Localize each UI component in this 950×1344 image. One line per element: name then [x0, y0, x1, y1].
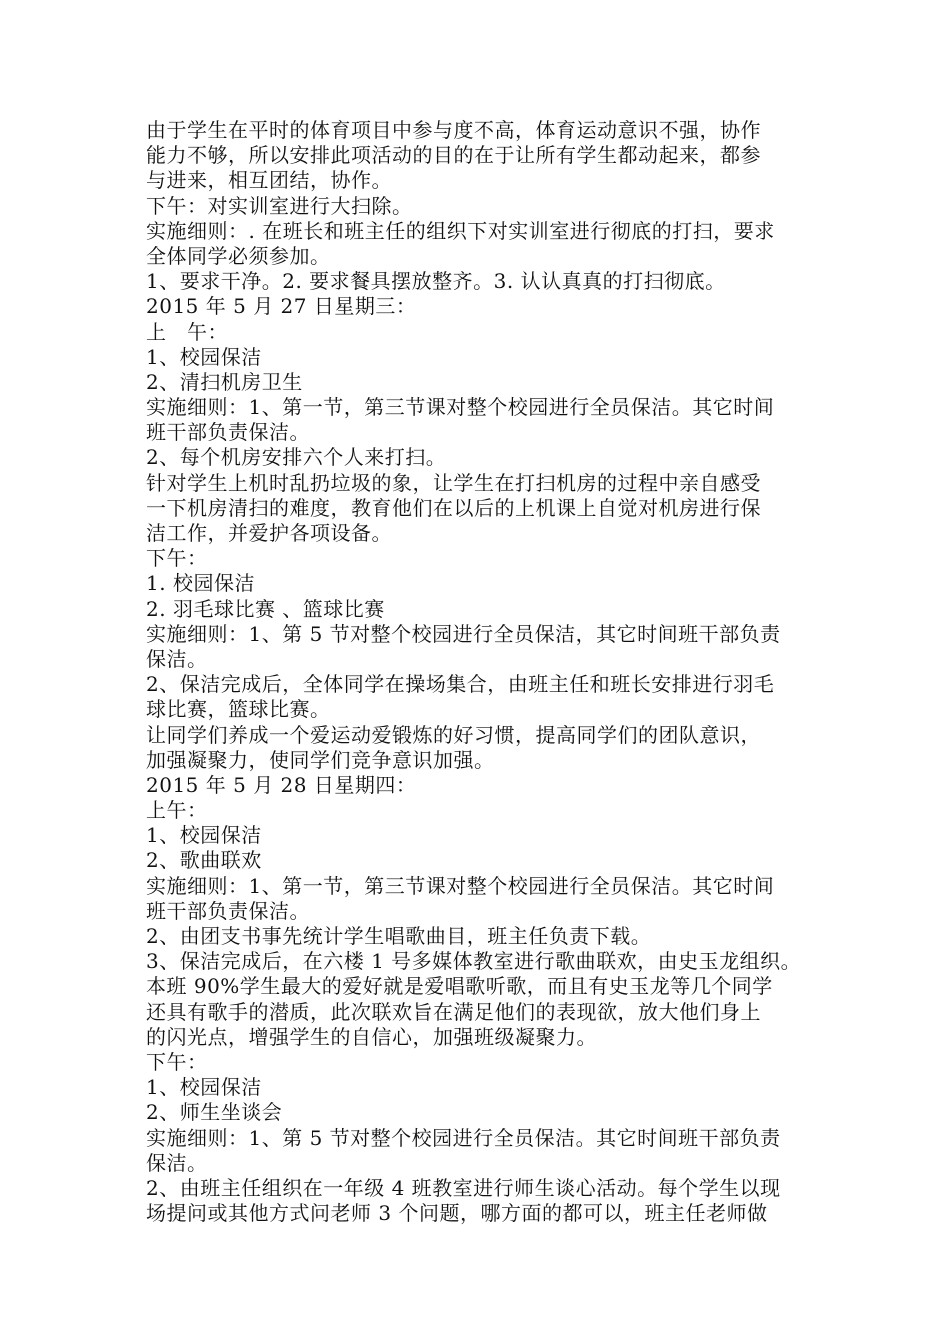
text-line: 1、要求干净。2. 要求餐具摆放整齐。3. 认认真真的打扫彻底。	[146, 269, 726, 294]
text-line: 2、由团支书事先统计学生唱歌曲目，班主任负责下载。	[146, 924, 652, 948]
text-line: 3、保洁完成后，在六楼 1 号多媒体教室进行歌曲联欢，由史玉龙组织。	[146, 949, 802, 974]
text-line: 实施细则：1、第一节，第三节课对整个校园进行全员保洁。其它时间	[146, 873, 775, 898]
text-line: 本班 90%学生最大的爱好就是爱唱歌听歌，而且有史玉龙等几个同学	[146, 974, 773, 999]
text-line: 1、校园保洁	[146, 823, 262, 848]
text-line: 针对学生上机时乱扔垃圾的象，让学生在打扫机房的过程中亲自感受	[146, 470, 761, 495]
text-line: 2、每个机房安排六个人来打扫。	[146, 445, 447, 470]
text-line: 上午：	[146, 798, 208, 823]
text-line: 班干部负责保洁。	[146, 420, 310, 445]
text-line: 2、歌曲联欢	[146, 848, 262, 873]
text-line: 上 午：	[146, 319, 228, 344]
text-line: 实施细则：1、第 5 节对整个校园进行全员保洁，其它时间班干部负责	[146, 621, 781, 646]
text-line: 下午：对实训室进行大扫除。	[146, 193, 413, 218]
text-line: 1、校园保洁	[146, 344, 262, 369]
text-line: 2、由班主任组织在一年级 4 班教室进行师生谈心活动。每个学生以现	[146, 1175, 781, 1200]
text-line: 由于学生在平时的体育项目中参与度不高，体育运动意识不强，协作	[146, 118, 761, 142]
text-line: 实施细则：1、第一节，第三节课对整个校园进行全员保洁。其它时间	[146, 395, 775, 420]
text-line: 洁工作，并爱护各项设备。	[146, 521, 392, 545]
text-line: 球比赛，篮球比赛。	[146, 697, 331, 722]
text-line: 下午：	[146, 546, 208, 571]
date-heading: 2015 年 5 月 27 日星期三：	[146, 294, 417, 319]
text-line: 与进来，相互团结，协作。	[146, 168, 392, 193]
text-line: 2. 羽毛球比赛 、篮球比赛	[146, 596, 385, 621]
text-line: 全体同学必须参加。	[146, 243, 331, 268]
text-line: 2、保洁完成后，全体同学在操场集合，由班主任和班长安排进行羽毛	[146, 672, 775, 697]
text-line: 一下机房清扫的难度，教育他们在以后的上机课上自觉对机房进行保	[146, 495, 761, 520]
text-line: 班干部负责保洁。	[146, 898, 310, 923]
date-heading: 2015 年 5 月 28 日星期四：	[146, 772, 417, 797]
text-line: 能力不够，所以安排此项活动的目的在于让所有学生都动起来，都参	[146, 143, 761, 168]
text-line: 实施细则：. 在班长和班主任的组织下对实训室进行彻底的打扫，要求	[146, 218, 775, 243]
text-line: 2、师生坐谈会	[146, 1100, 283, 1125]
text-line: 还具有歌手的潜质，此次联欢旨在满足他们的表现欲，放大他们身上	[146, 999, 761, 1024]
text-line: 1、校园保洁	[146, 1075, 262, 1100]
text-line: 1. 校园保洁	[146, 571, 255, 596]
text-line: 下午：	[146, 1049, 208, 1074]
text-line: 场提问或其他方式问老师 3 个问题，哪方面的都可以，班主任老师做	[146, 1201, 768, 1226]
text-line: 实施细则：1、第 5 节对整个校园进行全员保洁。其它时间班干部负责	[146, 1125, 781, 1150]
document-body	[146, 118, 810, 1226]
text-line: 的闪光点，增强学生的自信心，加强班级凝聚力。	[146, 1024, 597, 1049]
text-line: 2、清扫机房卫生	[146, 369, 303, 394]
text-line: 让同学们养成一个爱运动爱锻炼的好习惯，提高同学们的团队意识，	[146, 722, 761, 747]
text-line: 保洁。	[146, 1150, 208, 1175]
text-line: 保洁。	[146, 646, 208, 671]
text-line: 加强凝聚力，使同学们竞争意识加强。	[146, 747, 495, 772]
